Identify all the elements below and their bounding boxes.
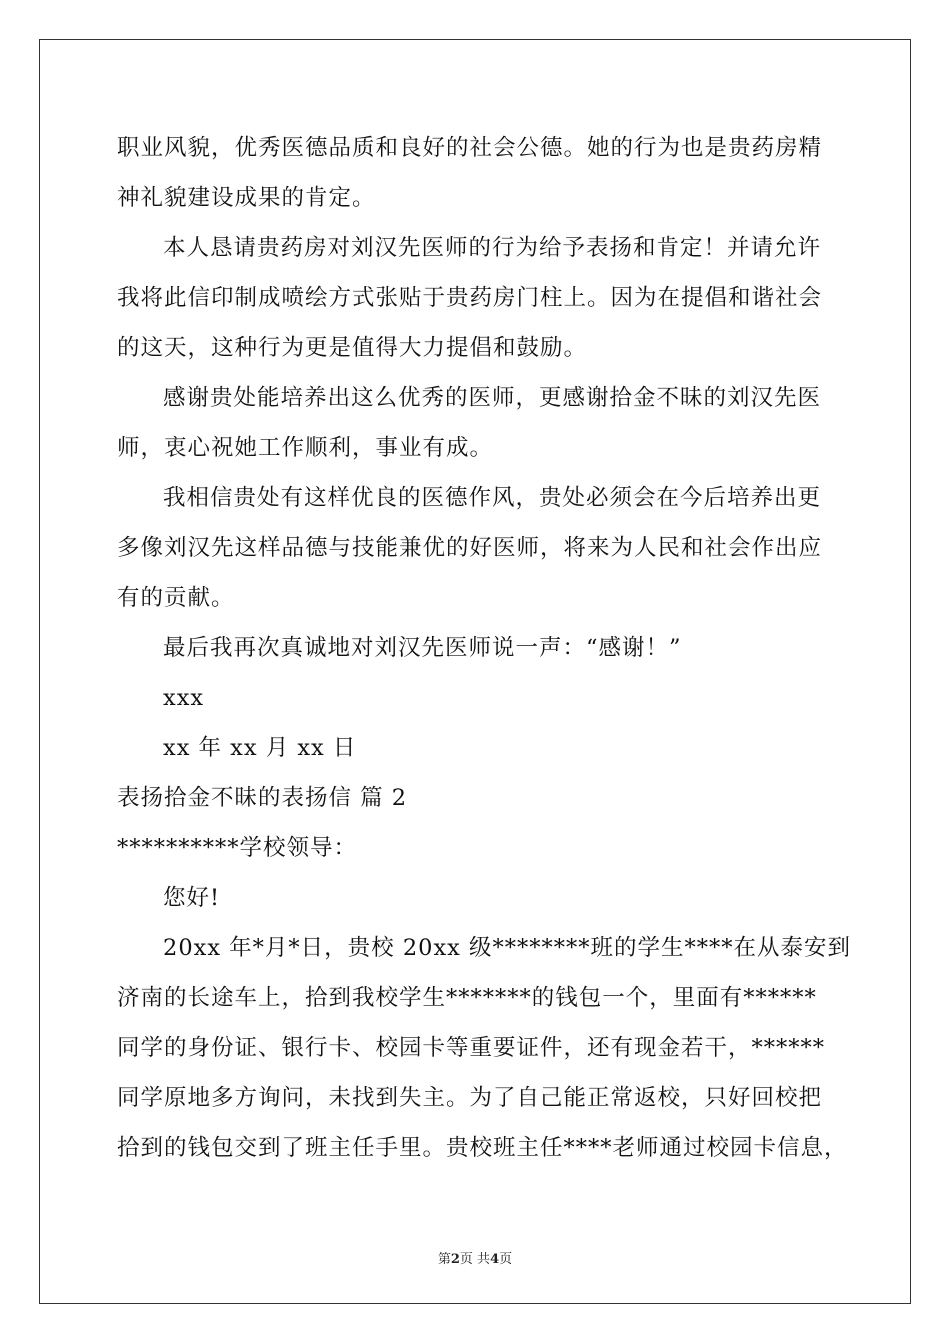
page-total: 4 xyxy=(490,1252,500,1267)
page-suffix: 页 xyxy=(499,1252,513,1267)
greeting: 您好! xyxy=(163,885,221,911)
signature-date: xx 年 xx 月 xx 日 xyxy=(163,735,357,761)
text-line: 多像刘汉先这样品德与技能兼优的好医师，将来为人民和社会作出应 xyxy=(117,535,823,561)
text-line: 我相信贵处有这样优良的医德作风，贵处必须会在今后培养出更 xyxy=(163,485,822,511)
text-line: 职业风貌，优秀医德品质和良好的社会公德。她的行为也是贵药房精 xyxy=(117,135,823,161)
text-line: 本人恳请贵药房对刘汉先医师的行为给予表扬和肯定！并请允许 xyxy=(163,235,822,261)
text-line: 有的贡献。 xyxy=(117,585,235,611)
text-line: 师，衷心祝她工作顺利，事业有成。 xyxy=(117,435,494,461)
page-footer xyxy=(0,1248,950,1267)
section-heading: 表扬拾金不昧的表扬信 篇 2 xyxy=(117,785,408,811)
text-line: 我将此信印制成喷绘方式张贴于贵药房门柱上。因为在提倡和谐社会 xyxy=(117,285,823,311)
page-border xyxy=(39,39,911,1304)
text-line: 的这天，这种行为更是值得大力提倡和鼓励。 xyxy=(117,335,588,361)
page-prefix: 第 xyxy=(437,1252,451,1267)
text-line: 拾到的钱包交到了班主任手里。贵校班主任****老师通过校园卡信息， xyxy=(117,1135,848,1161)
salutation: **********学校领导： xyxy=(117,835,358,861)
text-line: 最后我再次真诚地对刘汉先医师说一声：“感谢！” xyxy=(163,635,682,661)
text-line: 同学原地多方询问，未找到失主。为了自己能正常返校，只好回校把 xyxy=(117,1085,823,1111)
text-line: 感谢贵处能培养出这么优秀的医师，更感谢拾金不昧的刘汉先医 xyxy=(163,385,822,411)
signature-name: xxx xyxy=(163,685,205,711)
text-line: 20xx 年*月*日，贵校 20xx 级********班的学生****在从泰安到 xyxy=(163,935,851,961)
text-line: 济南的长途车上，拾到我校学生*******的钱包一个，里面有****** xyxy=(117,985,817,1011)
text-line: 同学的身份证、银行卡、校园卡等重要证件，还有现金若干，****** xyxy=(117,1035,826,1061)
page-current: 2 xyxy=(450,1252,460,1267)
page-mid: 页 共 xyxy=(459,1252,491,1267)
text-line: 神礼貌建设成果的肯定。 xyxy=(117,185,376,211)
